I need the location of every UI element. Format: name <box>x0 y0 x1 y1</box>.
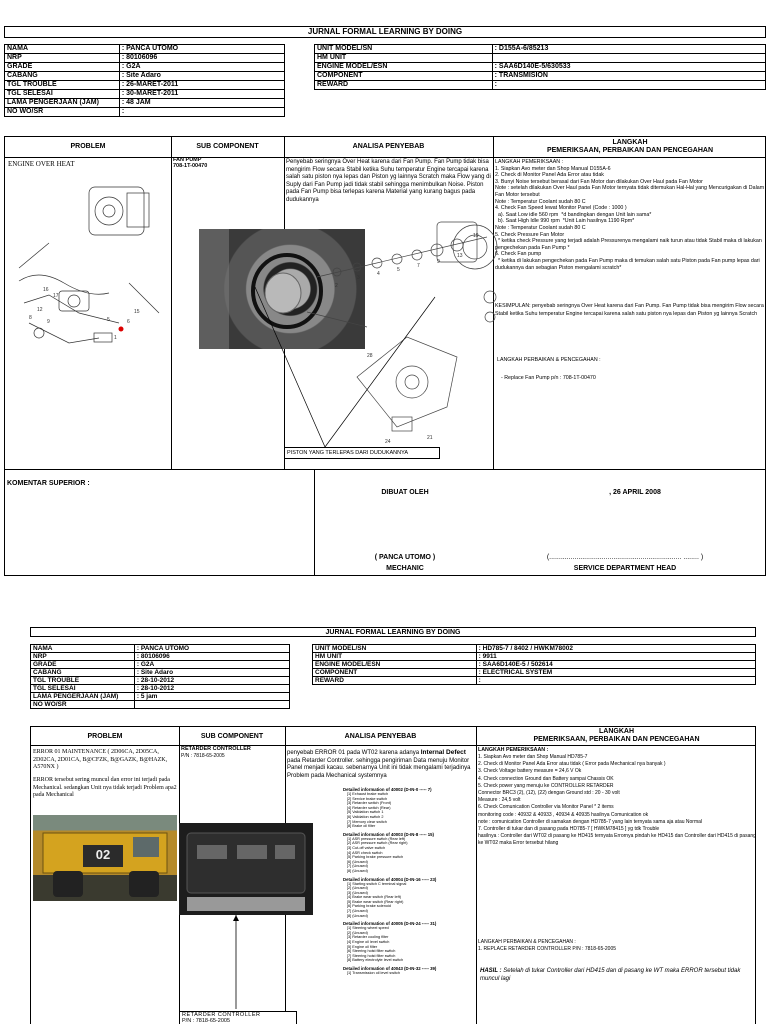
doc1-info-right <box>314 44 766 90</box>
doc1-perbaikan-text: - Replace Fan Pump p/n : 708-1T-00470 <box>501 375 596 381</box>
doc2-title: JURNAL FORMAL LEARNING BY DOING <box>30 627 756 637</box>
doc1-header-langkah: LANGKAH PEMERIKSAAN, PERBAIKAN DAN PENCEGAHAN <box>546 139 714 154</box>
info-row <box>313 677 756 685</box>
detail-block-title: Detailed information of 40043 (D-IN-32 ----- 39) <box>343 966 437 971</box>
langkah-line: Connector BRC3 (2), (12), (22) dengan Ground std : 20 - 30 volt <box>478 790 620 797</box>
info-row <box>313 653 756 661</box>
langkah-line: 1. Siapkan Avo meter dan Shop Manual HD785-7 <box>478 754 588 760</box>
info-row <box>315 54 766 63</box>
info-value: : HD785-7 / 8402 / HWKM78002 <box>476 645 755 653</box>
info-value: : G2A <box>119 63 284 72</box>
info-label: CABANG <box>31 669 135 677</box>
detail-item: [4] Retarder switch (Rear) <box>347 805 391 810</box>
doc1-header-problem: PROBLEM <box>70 143 106 150</box>
info-value: : 28-10-2012 <box>134 685 289 693</box>
detail-item: [6] (Unused) <box>347 859 368 864</box>
info-value: : 9911 <box>476 653 755 661</box>
detail-item: [8] (Unused) <box>347 868 368 873</box>
info-value: : 5 jam <box>134 693 289 701</box>
info-label: CABANG <box>5 72 120 81</box>
detail-item: [4] Brake wear switch (Rear left) <box>347 895 402 900</box>
info-row <box>5 63 285 72</box>
detail-item: [2] Service brake switch <box>347 796 388 801</box>
detail-item: [1] Exhaust brake switch <box>347 792 389 796</box>
info-value: : 26-MARET-2011 <box>119 81 284 90</box>
svg-text:19: 19 <box>473 233 479 239</box>
info-row <box>5 108 285 117</box>
info-row <box>31 685 290 693</box>
detail-block <box>343 921 475 963</box>
detail-item: [1] Starting switch C terminal signal <box>347 881 407 886</box>
info-label: UNIT MODEL/SN <box>315 45 493 54</box>
doc2-detail-info <box>343 787 475 979</box>
detail-item: [4] Engine oil level switch <box>347 940 390 945</box>
doc1-head-signature: (.................................................................... ........ ) <box>546 554 704 561</box>
info-value: : 80106096 <box>134 653 289 661</box>
doc1-analisa-text: Penyebab seringnya Over Heat karena dari Fan Pump. Fan Pump tidak bisa mengirim Flow secara Stabil ketika Suhu temperatur Engine tercapai karena salah satu piston nya lepas dan Piston yg lainnya Scratch maka Flow yang di Suply dari Fan Pump jadi tidak stabil sehingga menimbulkan Noise. Piston pada Fan Pump bisa terlepas karena Material yang kurang bagus pada dudukannya <box>286 159 491 203</box>
info-row <box>5 90 285 99</box>
detail-block <box>343 966 475 976</box>
info-label: COMPONENT <box>313 669 477 677</box>
info-row <box>5 72 285 81</box>
info-label: COMPONENT <box>315 72 493 81</box>
svg-text:28: 28 <box>367 353 373 359</box>
detail-item: [6] Steering hoist filter switch <box>347 949 396 954</box>
info-value: : ELECTRICAL SYSTEM <box>476 669 755 677</box>
detail-item: [5] Parking brake pressure switch <box>347 855 404 860</box>
info-label: REWARD <box>315 81 493 90</box>
info-row <box>31 669 290 677</box>
detail-item: [8] Battery electrolyte level switch <box>347 958 404 963</box>
detail-item: [7] Steering hoist filter switch <box>347 953 396 958</box>
langkah-line: 2. Check di Monitor Panel Ada Error atau tidak ( Error pada Mechanical nya banyak ) <box>478 761 666 768</box>
doc2-header-langkah: LANGKAH PEMERIKSAAN, PERBAIKAN DAN PENCEGAHAN <box>533 728 700 743</box>
detail-item: [8] (Unused) <box>347 913 368 918</box>
info-row <box>31 645 290 653</box>
doc1-langkah-text: LANGKAH PEMERIKSAAN : 1. Siapkan Avo meter dan Shop Manual D155A-6 2. Check di Monitor Panel Ada Error atau tidak 3. Bunyi Noise tersebut berasal dari Fan Motor dan dilakukan Over Haul pada Fan Motor Note : setelah dilakukan Over Haul pada Fan Motor ternyata tidak ditemukan Hal-Hal yang Mencurigakan di Dalam Fan Motor tersebut Note : Temperatur Coolant sudah 80 C 4. Check Fan Speed lewat Monitor Panel (Code : 1000 ) a). Saat Low idle 560 rpm *d bandingkan dengan Unit lain sama* b). Saat High Idle 990 rpm *Unit Lain hasilnya 1190 Rpm* Note : Temperatur Coolant sudah 80 C 5. Check Pressure Fan Motor * ketika check Pressure yang terjadi adalah Pressurenya mengalami naik turun atau tidak Stabil maka di lakukan pengechekan pada Fan Pump * 6. Check Fan pump * ketika di lakukan pengechekan pada Fan Pump maka di temukan salah satu Piston pada Fan pump lepas dari dudukannya dan sebagian Piston mengalami scratch* <box>495 159 765 271</box>
info-label: REWARD <box>313 677 477 685</box>
doc2-header-sub-component: SUB COMPONENT <box>200 733 264 740</box>
langkah-line: 5. Check power yang menuju ke CONTROLLER RETARDER <box>478 782 614 789</box>
info-value: : <box>492 81 765 90</box>
doc2-langkah-title: LANGKAH PEMERIKSAAN : <box>478 747 549 753</box>
info-value <box>134 701 289 709</box>
info-label: ENGINE MODEL/ESN <box>313 661 477 669</box>
info-value: : 80106096 <box>119 54 284 63</box>
info-row <box>31 653 290 661</box>
doc1-head-role: SERVICE DEPARTMENT HEAD <box>573 565 677 572</box>
info-label: TGL SELESAI <box>5 90 120 99</box>
info-row <box>31 693 290 701</box>
svg-text:17: 17 <box>53 293 59 299</box>
svg-text:24: 24 <box>385 439 391 445</box>
truck-plate: 02 <box>95 847 111 862</box>
dump-truck-photo <box>33 815 177 901</box>
info-label: HM UNIT <box>315 54 493 63</box>
info-label: NRP <box>31 653 135 661</box>
detail-item: [3] Cut-off valve switch <box>347 845 386 850</box>
doc1-perbaikan-title: LANGKAH PERBAIKAN & PENCEGAHAN : <box>497 357 601 363</box>
svg-text:4: 4 <box>377 271 380 277</box>
detail-item: [5] Validation switch 1 <box>347 810 384 815</box>
svg-text:2: 2 <box>335 283 338 289</box>
info-value: : TRANSMISION <box>492 72 765 81</box>
detail-item: [1] Transmission oil level switch <box>347 971 400 975</box>
info-row <box>315 45 766 54</box>
langkah-line: 3. Check Voltage battery measure = 24,6 V Ok <box>478 768 582 775</box>
svg-text:16: 16 <box>43 287 49 293</box>
doc2-header-analisa: ANALISA PENYEBAB <box>344 733 417 740</box>
info-value: : Site Adaro <box>119 72 284 81</box>
doc2-sub-component: RETARDER CONTROLLER <box>181 746 251 752</box>
svg-text:15: 15 <box>134 309 140 315</box>
detail-item: [6] Validation switch 2 <box>347 814 384 819</box>
info-row <box>31 677 290 685</box>
svg-text:6: 6 <box>127 319 130 325</box>
doc2-analisa-text: penyebab ERROR 01 pada WT02 karena adanya Internal Defect pada Retarder Controller. sehingga pengiriman Data menuju Monitor Panel menjadi kacau. sebenarnya Unit ini tidak mengalami terjadinya Problem pada Mechanical systemnya <box>287 749 471 779</box>
info-value: : PANCA UTOMO <box>119 45 284 54</box>
doc1-piston-label: PISTON YANG TERLEPAS DARI DUDUKANNYA <box>284 447 440 459</box>
info-label: GRADE <box>31 661 135 669</box>
info-label: NAMA <box>5 45 120 54</box>
detail-item: [3] (Unused) <box>347 890 368 895</box>
info-value: : SAA6D140E-5/630533 <box>492 63 765 72</box>
info-label: NO WO/SR <box>5 108 120 117</box>
svg-text:9: 9 <box>47 319 50 325</box>
info-label: ENGINE MODEL/ESN <box>315 63 493 72</box>
langkah-line: monitoring code : 40932 & 40933 , 40934 & 40935 hasilnya Comunication ok <box>478 811 649 818</box>
doc1-info-left <box>4 44 285 117</box>
info-label: TGL TROUBLE <box>5 81 120 90</box>
detail-item: [2] (Unused) <box>347 930 368 935</box>
detail-item: [2] ASR pressure switch (Rear right) <box>347 841 408 846</box>
info-value: : <box>476 677 755 685</box>
info-value <box>492 54 765 63</box>
svg-text:3: 3 <box>357 275 360 281</box>
doc2-photo-caption: RETARDER CONTROLLER P/N : 7818-65-2005 <box>179 1011 297 1024</box>
doc2-info-right <box>312 644 756 685</box>
info-value: : 28-10-2012 <box>134 677 289 685</box>
info-label: NRP <box>5 54 120 63</box>
detail-block-title: Detailed information of 40003 (D-IN-8 ----- 15) <box>343 831 434 837</box>
doc1-main-table <box>4 136 766 576</box>
doc1-sub-component: FAN PUMP 708-1T-00470 <box>173 157 208 169</box>
info-row <box>313 645 756 653</box>
detail-item: [1] Steering wheel speed <box>347 926 389 931</box>
info-label: TGL TROUBLE <box>31 677 135 685</box>
detail-item: [7] Memory clear switch <box>347 819 387 824</box>
info-label: NO WO/SR <box>31 701 135 709</box>
svg-text:9: 9 <box>437 259 440 265</box>
doc2-langkah-lines <box>478 754 756 848</box>
detail-block <box>343 787 475 829</box>
info-row <box>5 81 285 90</box>
info-row <box>31 701 290 709</box>
doc1-signer-role: MECHANIC <box>386 565 424 572</box>
detail-item: [5] Engine oil filter <box>347 944 378 949</box>
info-row <box>5 99 285 108</box>
langkah-line: 6. Check Comunication Controller via Monitor Panel * 2 items <box>478 804 614 811</box>
info-row <box>315 72 766 81</box>
info-value: : D155A-6/85213 <box>492 45 765 54</box>
langkah-line: note : comunication Controller di samakan dengan HD785-7 yang lain ternyata sama aja atau Normal <box>478 818 703 825</box>
info-row <box>315 63 766 72</box>
doc1-dibuat-oleh: DIBUAT OLEH <box>381 489 429 496</box>
detail-block <box>343 877 475 919</box>
doc2-perbaikan-title: LANGKAH PERBAIKAN & PENCEGAHAN : <box>478 939 576 945</box>
info-row <box>313 669 756 677</box>
langkah-line: 7. Controller di tukar dan di pasang pada HD785-7 [ HWKM78415 ] yg tdk Trouble <box>478 826 660 833</box>
doc1-header-sub-component: SUB COMPONENT <box>196 143 259 150</box>
info-label: GRADE <box>5 63 120 72</box>
detail-item: [5] Brake wear switch (Rear right) <box>347 899 404 904</box>
info-label: UNIT MODEL/SN <box>313 645 477 653</box>
detail-item: [2] (Unused) <box>347 886 368 891</box>
doc1-komentar: KOMENTAR SUPERIOR : <box>7 480 90 487</box>
svg-text:13: 13 <box>457 253 463 259</box>
detail-block <box>343 832 475 874</box>
info-label: LAMA PENGERJAAN (JAM) <box>5 99 120 108</box>
doc2-sub-pn: P/N : 7818-65-2005 <box>181 753 225 759</box>
info-row <box>313 661 756 669</box>
detail-item: [3] Retarder switch (Front) <box>347 801 392 806</box>
info-row <box>5 54 285 63</box>
langkah-line: Measure : 24,5 volt <box>478 797 521 804</box>
doc1-signer: ( PANCA UTOMO ) <box>374 554 436 561</box>
detail-block-title: Detailed information of 40004 (D-IN-16 ----- 23) <box>343 876 437 882</box>
langkah-line: 4. Check connection Ground dan Battery sampai Chassis OK <box>478 775 614 782</box>
doc1-date: , 26 APRIL 2008 <box>609 489 661 496</box>
info-value: : 30-MARET-2011 <box>119 90 284 99</box>
info-row <box>5 45 285 54</box>
info-value: : PANCA UTOMO <box>134 645 289 653</box>
controller-pointer-arrow <box>231 915 241 1009</box>
doc2-perbaikan-text: 1. REPLACE RETARDER CONTROLLER P/N : 7818-65-2005 <box>478 946 617 952</box>
retarder-controller-photo <box>179 823 313 915</box>
doc1-header-analisa: ANALISA PENYEBAB <box>352 143 425 150</box>
detail-block-title: Detailed information of 40005 (D-IN-24 ----- 31) <box>343 921 437 927</box>
svg-text:5: 5 <box>107 317 110 323</box>
info-value: : 48 JAM <box>119 99 284 108</box>
doc2-main-table <box>30 726 756 1024</box>
doc2-hasil: HASIL : Setelah di tukar Controller dari HD415 dan di pasang ke WT maka ERROR tersebut tidak muncul lagi <box>480 968 741 982</box>
doc2-problem-text: ERROR 01 MAINTENANCE ( 2D06CA, 2D05CA, 2D02CA, 2D01CA, B@CFZK, B@GAZK, B@HAZK, A570NX ) <box>33 749 168 770</box>
info-row <box>31 661 290 669</box>
langkah-line: hasilnya : Controller dari WT02 di pasang ke HD415 ternyata Errornya pindah ke HD415 dan Controller dari HD415 di pasang ke WT02 maka Error tersebut hilang <box>478 833 756 847</box>
doc2-header-problem: PROBLEM <box>87 733 123 740</box>
info-value: : G2A <box>134 661 289 669</box>
info-label: LAMA PENGERJAAN (JAM) <box>31 693 135 701</box>
svg-text:5: 5 <box>397 267 400 273</box>
piston-pointer-lines <box>235 277 455 457</box>
info-row <box>315 81 766 90</box>
detail-item: [7] (Unused) <box>347 909 368 914</box>
detail-item: [6] Parking brake solenoid <box>347 904 391 909</box>
doc1-problem-text: ENGINE OVER HEAT <box>8 160 75 168</box>
info-value: : <box>119 108 284 117</box>
pump-exploded-diagram <box>9 173 169 373</box>
info-value: : Site Adaro <box>134 669 289 677</box>
detail-item: [3] Retarder cooling filter <box>347 935 389 940</box>
info-label: TGL SELESAI <box>31 685 135 693</box>
doc1-title: JURNAL FORMAL LEARNING BY DOING <box>4 26 766 38</box>
detail-item: [1] ASR pressure switch (Rear left) <box>347 836 406 841</box>
doc1-kesimpulan: KESIMPULAN: penyebab seringnya Over Heat karena dari Fan Pump. Fan Pump tidak bisa mengirim Flow secara Stabil ketika Suhu temperatur Engine tercapai karena salah satu piston nya lepas dan Piston yg lainnya Scratch <box>495 303 764 317</box>
info-label: NAMA <box>31 645 135 653</box>
detail-item: [7] (Unused) <box>347 864 368 869</box>
detail-item: [8] Brake oil filter <box>347 824 376 829</box>
info-value: : SAA6D140E-5 / 502614 <box>476 661 755 669</box>
svg-text:8: 8 <box>29 315 32 321</box>
svg-text:21: 21 <box>427 435 433 441</box>
detail-block-title: Detailed information of 40002 (D-IN-0 ----- 7) <box>343 787 432 792</box>
info-label: HM UNIT <box>313 653 477 661</box>
doc2-info-left <box>30 644 290 709</box>
svg-text:7: 7 <box>417 263 420 269</box>
doc2-problem-text-2: ERROR tersebut sering muncul dan error ini terjadi pada Mechanical. sedangkan Unit nya tidak terjadi Problem apa2 pada Mechanical <box>33 777 177 798</box>
svg-text:12: 12 <box>37 307 43 313</box>
svg-text:1: 1 <box>114 335 117 341</box>
detail-item: [4] ASR check switch <box>347 850 383 855</box>
